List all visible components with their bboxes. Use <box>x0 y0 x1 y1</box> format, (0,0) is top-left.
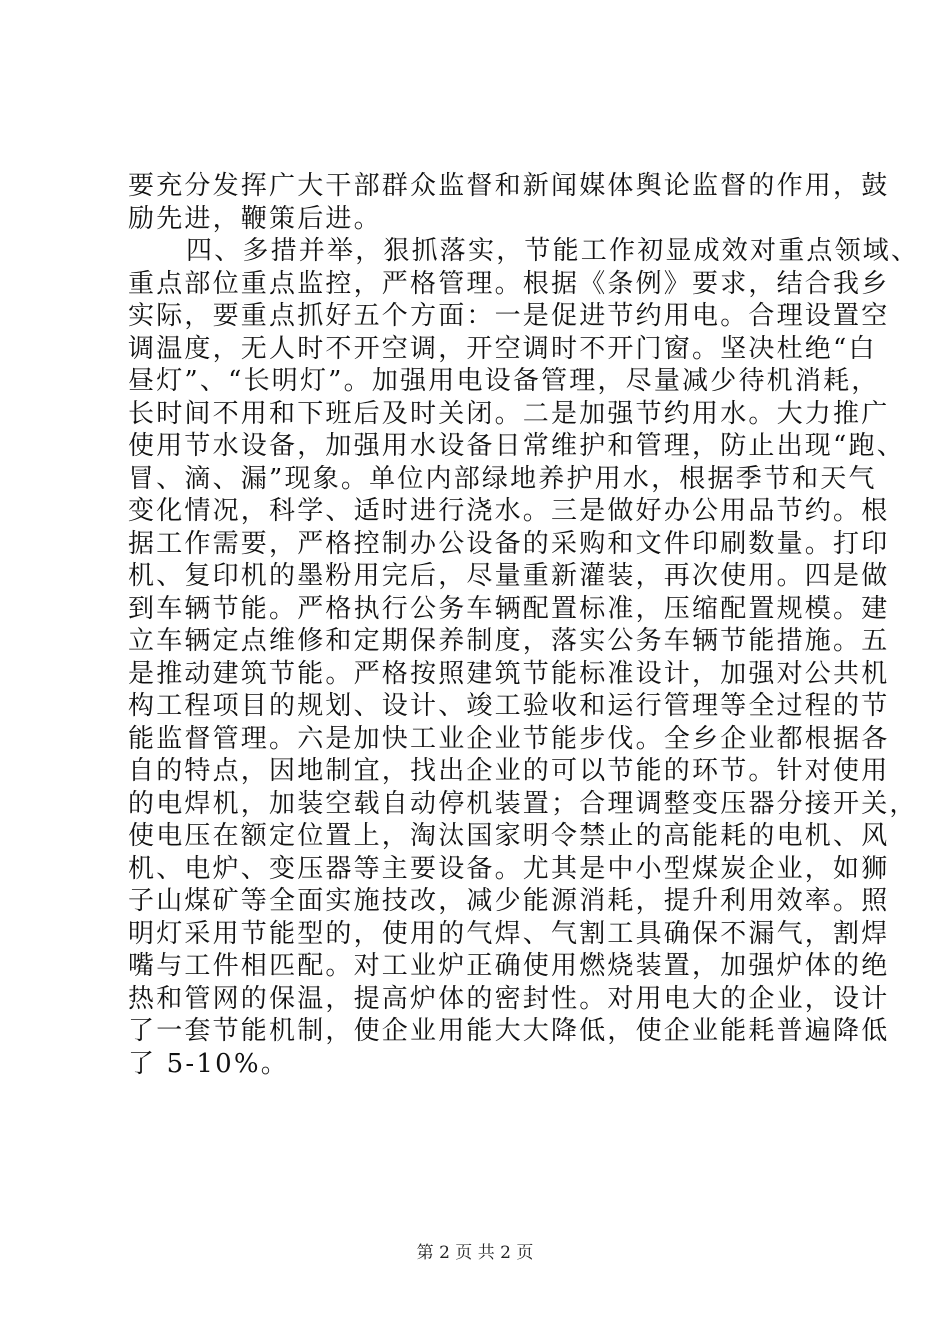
text-line: 长时间不用和下班后及时关闭。二是加强节约用水。大力推广 <box>128 398 890 429</box>
text-line: 重点部位重点监控，严格管理。根据《条例》要求，结合我乡 <box>128 268 890 299</box>
text-line: 调温度，无人时不开空调，开空调时不开门窗。坚决杜绝“白 <box>128 333 877 364</box>
document-body <box>128 170 920 1080</box>
page-number-footer: 第 2 页 共 2 页 <box>416 1243 534 1263</box>
text-line: 变化情况，科学、适时进行浇水。三是做好办公用品节约。根 <box>128 496 890 526</box>
paragraph-start-line: 四、多措并举，狠抓落实，节能工作初显成效对重点领域、 <box>186 236 920 266</box>
text-line: 冒、滴、漏”现象。单位内部绿地养护用水，根据季节和天气 <box>128 463 877 494</box>
text-line: 明灯采用节能型的，使用的气焊、气割工具确保不漏气，割焊 <box>128 918 890 949</box>
text-line: 了一套节能机制，使企业用能大大降低，使企业能耗普遍降低 <box>128 1016 890 1046</box>
text-line: 据工作需要，严格控制办公设备的采购和文件印刷数量。打印 <box>128 528 890 559</box>
text-line: 使电压在额定位置上，淘汰国家明令禁止的高能耗的电机、风 <box>128 821 890 851</box>
text-line: 热和管网的保温，提高炉体的密封性。对用电大的企业，设计 <box>128 983 890 1014</box>
text-line: 是推动建筑节能。严格按照建筑节能标准设计，加强对公共机 <box>128 658 890 689</box>
text-line: 能监督管理。六是加快工业企业节能步伐。全乡企业都根据各 <box>128 723 890 754</box>
text-line: 使用节水设备，加强用水设备日常维护和管理，防止出现“跑、 <box>128 431 905 461</box>
text-line: 励先进，鞭策后进。 <box>128 203 382 234</box>
text-line: 机、电炉、变压器等主要设备。尤其是中小型煤炭企业，如狮 <box>128 853 890 884</box>
text-line: 昼灯”、“长明灯”。加强用电设备管理，尽量减少待机消耗， <box>128 366 880 396</box>
text-line: 自的特点，因地制宜，找出企业的可以节能的环节。针对使用 <box>128 756 890 786</box>
text-line: 机、复印机的墨粉用完后，尽量重新灌装，再次使用。四是做 <box>128 561 890 591</box>
text-line: 子山煤矿等全面实施技改，减少能源消耗，提升利用效率。照 <box>128 886 890 916</box>
text-line: 的电焊机，加装空载自动停机装置；合理调整变压器分接开关， <box>128 788 918 819</box>
text-line: 到车辆节能。严格执行公务车辆配置标准，压缩配置规模。建 <box>128 593 890 624</box>
text-line: 了 5-10%。 <box>128 1048 289 1079</box>
text-line: 实际，要重点抓好五个方面：一是促进节约用电。合理设置空 <box>128 301 890 331</box>
text-line: 构工程项目的规划、设计、竣工验收和运行管理等全过程的节 <box>128 691 890 721</box>
text-line: 嘴与工件相匹配。对工业炉正确使用燃烧装置，加强炉体的绝 <box>128 951 890 981</box>
text-line: 要充分发挥广大干部群众监督和新闻媒体舆论监督的作用，鼓 <box>128 171 890 201</box>
text-line: 立车辆定点维修和定期保养制度，落实公务车辆节能措施。五 <box>128 626 890 656</box>
